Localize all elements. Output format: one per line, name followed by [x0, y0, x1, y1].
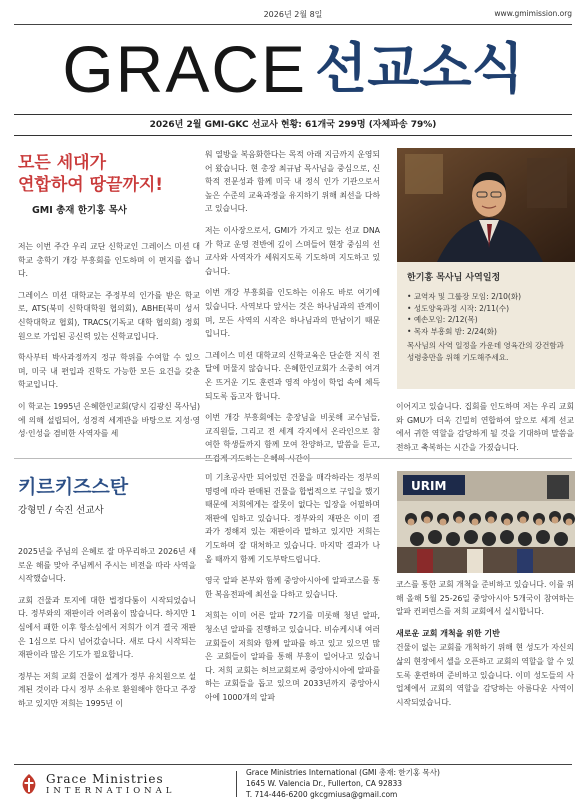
- paragraph: 저는 이사장으로서, GMI가 가지고 있는 선교 DNA가 학교 운영 전반에 깊이 스며들어 현장 중심의 선교사와 사역자가 세워지도록 기도하며 지도하고 있습니다.: [205, 225, 380, 276]
- article1-column1: [18, 240, 200, 450]
- website-link[interactable]: www.gmimission.org: [494, 9, 572, 18]
- logo-text-main: Grace Ministries: [46, 772, 164, 786]
- paragraph: 건물이 없는 교회를 개척하기 위해 현 성도가 자신의 삶의 현장에서 셀을 오픈하고 교회의 역할을 할 수 있도록 훈련하며 준비하고 있습니다. 이미 성도들의 사업체에서 교회의 역할을 감당하는 아름다운 사역이 시작되었습니다.: [396, 643, 574, 707]
- masthead-title-ko: 선교소식: [315, 37, 524, 100]
- article2-column2: [205, 471, 380, 759]
- paragraph: 영국 알파 본부와 함께 중앙아시아에 알파코스를 통한 복음전파에 최선을 다하고 있습니다.: [205, 576, 380, 599]
- paragraph: 그레이스 미션 대학교의 신학교육은 단순한 지식 전달에 머물지 않습니다. 은혜한인교회가 소중히 여겨 온 뜨거운 기도 훈련과 영적 야성이 학업 속에 체득되도록 돕고자 합니다.: [205, 350, 380, 401]
- schedule-item: • 예손모임: 2/12(목): [407, 315, 478, 324]
- top-rule: [14, 24, 572, 25]
- paragraph: 이 학교는 1995년 은혜한인교회(당시 김광신 목사님)에 의해 설립되어, 성경적 세계관을 바탕으로 지성·영성·인성을 겸비한 사역자를 세: [18, 401, 200, 439]
- masthead-title-en: GRACE: [62, 32, 308, 106]
- logo-text-sub: INTERNATIONAL: [46, 786, 176, 796]
- article2-column3: [396, 578, 574, 759]
- paragraph: 2025년을 주님의 은혜로 잘 마무리하고 2026년 새로운 해를 맞아 주님께서 주시는 비전을 따라 사역을 시작했습니다.: [18, 547, 196, 584]
- missionary-status: 2026년 2월 GMI-GKC 선교사 현황: 61개국 299명 (자체파송 79%): [14, 114, 572, 136]
- article1-title: [18, 152, 198, 196]
- footer-separator: [236, 771, 237, 797]
- paragraph: 교회 건물과 토지에 대한 법정다툼이 시작되었습니다. 정부와의 재판이라 어려움이 많습니다. 하지만 1심에서 패한 이후 항소심에서 저희가 이겨 결국 재판은 1심으로 다시 넘어갔습니다. 새로 다시 시작되는 재판이라 많은 기도가 필요합니다.: [18, 595, 196, 660]
- pastor-photo-image: [397, 148, 575, 262]
- schedule-box: [397, 262, 575, 389]
- paragraph: 학사부터 박사과정까지 정규 학위를 수여할 수 있으며, 미국 내 편입과 진학도 가능한 모든 요건을 갖춘 학교입니다.: [18, 353, 200, 390]
- paragraph: 이어지고 있습니다. 집회를 인도하며 저는 우리 교회와 GMU가 더욱 긴밀히 연합하여 앞으로 세계 선교에서 귀한 역할을 감당하게 될 것을 기대하며 말씀을 전하고 축복하는 시간을 가졌습니다.: [396, 402, 574, 452]
- footer-rule: [14, 764, 572, 765]
- paragraph: 그레이스 미션 대학교는 주정부의 인가를 받은 학교로, ATS(북미 신학대학원 협의회), ABHE(북미 성서신학대학교 협회), TRACS(기독교 대학 협의회) 정회원으로 가입된 공신력 있는 신학교입니다.: [18, 290, 200, 341]
- schedule-list: [407, 291, 565, 337]
- footer-phone-email: T. 714-446-6200 gkcgmiusa@gmail.com: [246, 790, 398, 799]
- footer-contact: [246, 767, 440, 800]
- paragraph: 정부는 저희 교회 건물이 설계가 정부 유치원으로 설계된 것이라 다시 정부 소유로 환원해야 한다고 주장하고 있지만 저희는 1995년 이: [18, 671, 196, 708]
- footer-org: Grace Ministries International (GMI 총재: 한기홍 목사): [246, 768, 440, 777]
- cross-icon: [18, 773, 40, 795]
- masthead: [0, 32, 586, 106]
- article2-column1: [18, 545, 196, 759]
- schedule-title: 한기홍 목사님 사역일정: [407, 273, 501, 283]
- article1-title-line1: 모든 세대가: [18, 153, 107, 173]
- footer: [14, 768, 572, 799]
- paragraph: 워 열방을 복음화한다는 목적 아래 지금까지 운영되어 왔습니다. 현 총장 최규남 목사님을 중심으로, 신학적 전문성과 함께 미국 내 정식 인가 기관으로서 높은 수준의 교육과정을 유지하기 위해 최선을 다하고 있습니다.: [205, 150, 380, 214]
- paragraph: 이번 개강 부흥회에는 총장님을 비롯해 교수님들, 교직원들, 그리고 전 세계 각지에서 온라인으로 참여한 학생들까지 함께 모여 찬양하고, 말씀을 듣고,: [205, 413, 380, 450]
- article1-byline: GMI 총재 한기홍 목사: [32, 205, 127, 216]
- article1-title-line2: 연합하여 땅끝까지!: [18, 175, 164, 195]
- photo-banner-text: URIM: [411, 479, 447, 493]
- section-divider: [14, 458, 572, 459]
- conference-photo: [397, 471, 575, 573]
- top-line: [14, 9, 572, 23]
- paragraph: 미 기초공사만 되어있던 건물을 매각하라는 정부의 명령에 따라 판매된 건물을 합법적으로 구입을 했기 때문에 저희에게는 잘못이 없다는 입장을 어필하며 재판에 임하고 있습니다. 정부와의 재판은 이미 결과가 정해져 있는 재판이라 말하고 있지만 저희는 기도하며 잘 대처하고 있습니다. 마지막 결과가 나올 때까지 함께 기도부탁드립니다.: [205, 473, 380, 564]
- paragraph: 코스를 통한 교회 개척을 준비하고 있습니다. 이를 위해 올해 5월 25-26일 중앙아시아 5개국이 참여하는 알파 컨퍼런스를 저희 교회에서 실시합니다.: [396, 580, 574, 617]
- paragraph: 저는 이번 주간 우리 교단 신학교인 그레이스 미션 대학교 총학기 개강 부흥회를 인도하며 이 편지를 씁니다.: [18, 242, 200, 279]
- schedule-item: • 교역자 및 그룹장 모임: 2/10(화): [407, 292, 522, 301]
- footer-address: 1645 W. Valencia Dr., Fullerton, CA 92833: [246, 779, 403, 788]
- conference-photo-image: [397, 471, 575, 573]
- paragraph: 이번 개강 부흥회를 인도하는 이유도 바로 여기에 있습니다. 사역보다 앞서는 것은 하나님과의 관계이며, 모든 사역의 시작은 하나님과의 만남이기 때문입니다.: [205, 288, 380, 339]
- article2-subhead: 새로운 교회 개척을 위한 기반: [396, 628, 500, 638]
- gmi-logo: [18, 771, 218, 797]
- pastor-photo: [397, 148, 575, 262]
- schedule-item: • 성도양육과정 시작: 2/11(수): [407, 303, 510, 313]
- schedule-note: 목사님의 사역 일정을 가운데 영육간의 강건함과 성령충만을 위해 기도해주세요.: [407, 341, 564, 362]
- article2-byline: 강형민 / 숙진 선교사: [18, 505, 104, 516]
- article1-column3: [396, 400, 574, 450]
- issue-date: 2026년 2월 8일: [263, 10, 323, 19]
- schedule-item: • 목자 부흥회 밤: 2/24(화): [407, 326, 497, 336]
- paragraph: 저희는 이미 어른 알파 72기를 미롯해 청년 알파, 청소년 알파를 진행하고 있습니다. 비슈케시내 여러 교회들이 저희와 함께 알파를 하고 있고 있으면 많은 교회들이 알파를 통해 부흥이 일어나고 있습니다. 저희 교회는 허브교회로써 중앙아시아에 알파를 하는 교회들을 돕고 있으며 2033년까지 중앙아시아에 1000개의 알파: [205, 611, 380, 702]
- article2-title: 키르키즈스탄: [18, 476, 129, 498]
- article1-column2: [205, 148, 380, 450]
